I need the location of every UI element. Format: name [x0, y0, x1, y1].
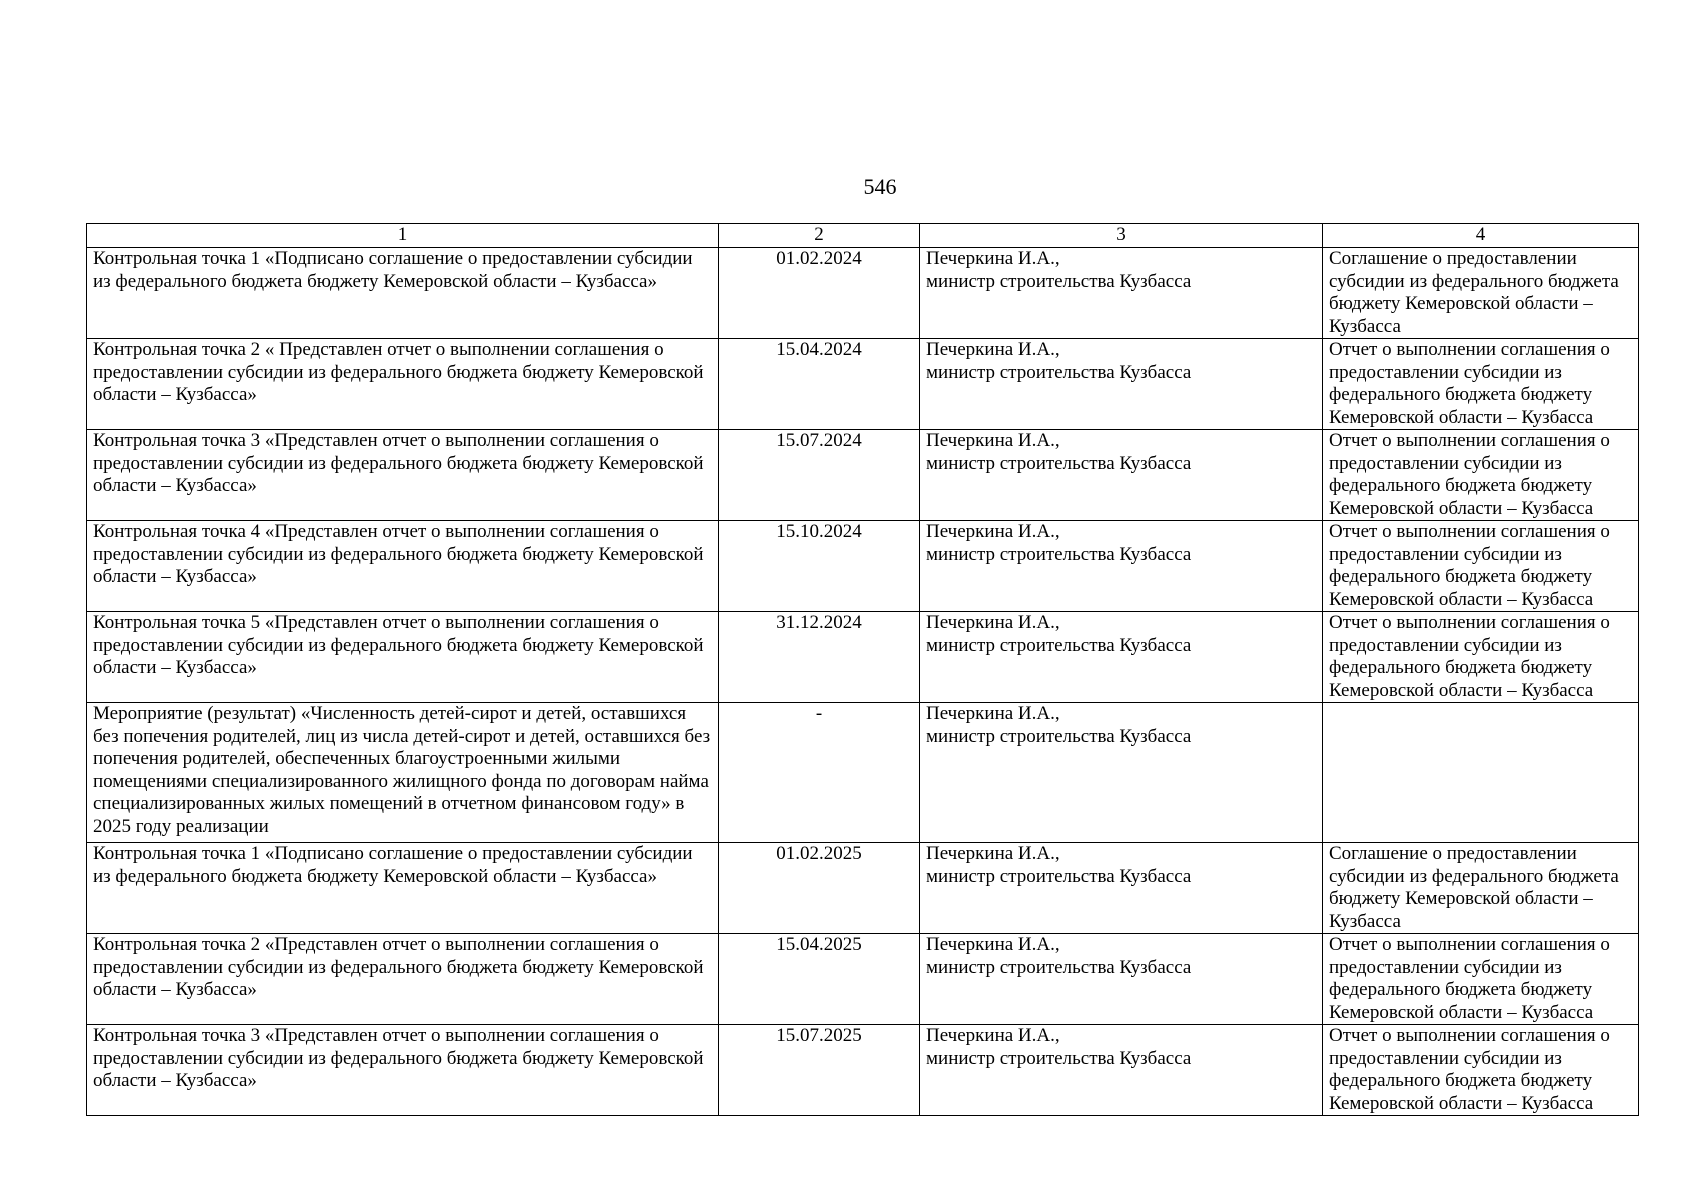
- responsible-name: Печеркина И.А.,: [926, 934, 1060, 955]
- responsible-cell: [920, 339, 1323, 430]
- date-cell: 15.04.2024: [719, 339, 920, 430]
- responsible-role: министр строительства Кузбасса: [926, 725, 1192, 747]
- responsible-role: министр строительства Кузбасса: [926, 634, 1192, 656]
- event-cell: Контрольная точка 5 «Представлен отчет о выполнении соглашения о предоставлении субсидии из федерального бюджета бюджету Кемеровской области – Кузбасса»: [87, 612, 719, 703]
- responsible-cell: [920, 430, 1323, 521]
- event-cell: Контрольная точка 3 «Представлен отчет о выполнении соглашения о предоставлении субсидии из федерального бюджета бюджету Кемеровской области – Кузбасса»: [87, 430, 719, 521]
- date-cell: 01.02.2025: [719, 843, 920, 934]
- responsible-role: министр строительства Кузбасса: [926, 270, 1192, 292]
- date-cell: 01.02.2024: [719, 248, 920, 339]
- responsible-name: Печеркина И.А.,: [926, 339, 1060, 360]
- responsible-cell: [920, 703, 1323, 843]
- column-number-row: [87, 224, 1639, 248]
- responsible-name: Печеркина И.А.,: [926, 612, 1060, 633]
- event-cell: Мероприятие (результат) «Численность детей-сирот и детей, оставшихся без попечения родителей, лиц из числа детей-сирот и детей, оставшихся без попечения родителей, обеспеченных благоустроенными жилыми помещениями специализированного жилищного фонда по договорам найма специализированных жилых помещений в отчетном финансовом году» в 2025 году реализации: [87, 703, 719, 843]
- date-cell: -: [719, 703, 920, 843]
- document-cell: Отчет о выполнении соглашения о предоставлении субсидии из федерального бюджета бюджету Кемеровской области – Кузбасса: [1323, 612, 1639, 703]
- table-row: [87, 934, 1639, 1025]
- responsible-name: Печеркина И.А.,: [926, 521, 1060, 542]
- responsible-name: Печеркина И.А.,: [926, 248, 1060, 269]
- responsible-name: Печеркина И.А.,: [926, 1025, 1060, 1046]
- responsible-role: министр строительства Кузбасса: [926, 956, 1192, 978]
- page-number: 546: [863, 174, 897, 199]
- document-cell: Отчет о выполнении соглашения о предоставлении субсидии из федерального бюджета бюджету Кемеровской области – Кузбасса: [1323, 430, 1639, 521]
- document-cell: Отчет о выполнении соглашения о предоставлении субсидии из федерального бюджета бюджету Кемеровской области – Кузбасса: [1323, 521, 1639, 612]
- date-cell: 15.10.2024: [719, 521, 920, 612]
- column-header-2: 2: [719, 224, 920, 248]
- table-row: [87, 703, 1639, 843]
- document-cell: Отчет о выполнении соглашения о предоставлении субсидии из федерального бюджета бюджету Кемеровской области – Кузбасса: [1323, 934, 1639, 1025]
- responsible-role: министр строительства Кузбасса: [926, 452, 1192, 474]
- column-header-3: 3: [920, 224, 1323, 248]
- document-cell: [1323, 703, 1639, 843]
- responsible-role: министр строительства Кузбасса: [926, 1047, 1192, 1069]
- table-row: [87, 339, 1639, 430]
- event-cell: Контрольная точка 3 «Представлен отчет о выполнении соглашения о предоставлении субсидии из федерального бюджета бюджету Кемеровской области – Кузбасса»: [87, 1025, 719, 1116]
- responsible-role: министр строительства Кузбасса: [926, 361, 1192, 383]
- date-cell: 15.07.2024: [719, 430, 920, 521]
- responsible-name: Печеркина И.А.,: [926, 843, 1060, 864]
- event-cell: Контрольная точка 2 «Представлен отчет о выполнении соглашения о предоставлении субсидии из федерального бюджета бюджету Кемеровской области – Кузбасса»: [87, 934, 719, 1025]
- document-cell: Отчет о выполнении соглашения о предоставлении субсидии из федерального бюджета бюджету Кемеровской области – Кузбасса: [1323, 1025, 1639, 1116]
- control-points-table: [86, 223, 1639, 1116]
- document-cell: Соглашение о предоставлении субсидии из федерального бюджета бюджету Кемеровской области – Кузбасса: [1323, 248, 1639, 339]
- table-row: [87, 521, 1639, 612]
- responsible-cell: [920, 843, 1323, 934]
- responsible-cell: [920, 612, 1323, 703]
- document-cell: Соглашение о предоставлении субсидии из федерального бюджета бюджету Кемеровской области – Кузбасса: [1323, 843, 1639, 934]
- table-row: [87, 430, 1639, 521]
- responsible-cell: [920, 1025, 1323, 1116]
- table-row: [87, 843, 1639, 934]
- responsible-name: Печеркина И.А.,: [926, 703, 1060, 724]
- responsible-role: министр строительства Кузбасса: [926, 543, 1192, 565]
- document-cell: Отчет о выполнении соглашения о предоставлении субсидии из федерального бюджета бюджету Кемеровской области – Кузбасса: [1323, 339, 1639, 430]
- responsible-name: Печеркина И.А.,: [926, 430, 1060, 451]
- column-header-4: 4: [1323, 224, 1639, 248]
- event-cell: Контрольная точка 2 « Представлен отчет о выполнении соглашения о предоставлении субсидии из федерального бюджета бюджету Кемеровской области – Кузбасса»: [87, 339, 719, 430]
- date-cell: 31.12.2024: [719, 612, 920, 703]
- responsible-role: министр строительства Кузбасса: [926, 865, 1192, 887]
- responsible-cell: [920, 934, 1323, 1025]
- responsible-cell: [920, 248, 1323, 339]
- event-cell: Контрольная точка 4 «Представлен отчет о выполнении соглашения о предоставлении субсидии из федерального бюджета бюджету Кемеровской области – Кузбасса»: [87, 521, 719, 612]
- responsible-cell: [920, 521, 1323, 612]
- event-cell: Контрольная точка 1 «Подписано соглашение о предоставлении субсидии из федерального бюджета бюджету Кемеровской области – Кузбасса»: [87, 248, 719, 339]
- table-row: [87, 612, 1639, 703]
- column-header-1: 1: [87, 224, 719, 248]
- event-cell: Контрольная точка 1 «Подписано соглашение о предоставлении субсидии из федерального бюджета бюджету Кемеровской области – Кузбасса»: [87, 843, 719, 934]
- date-cell: 15.04.2025: [719, 934, 920, 1025]
- table-row: [87, 1025, 1639, 1116]
- table-row: [87, 248, 1639, 339]
- date-cell: 15.07.2025: [719, 1025, 920, 1116]
